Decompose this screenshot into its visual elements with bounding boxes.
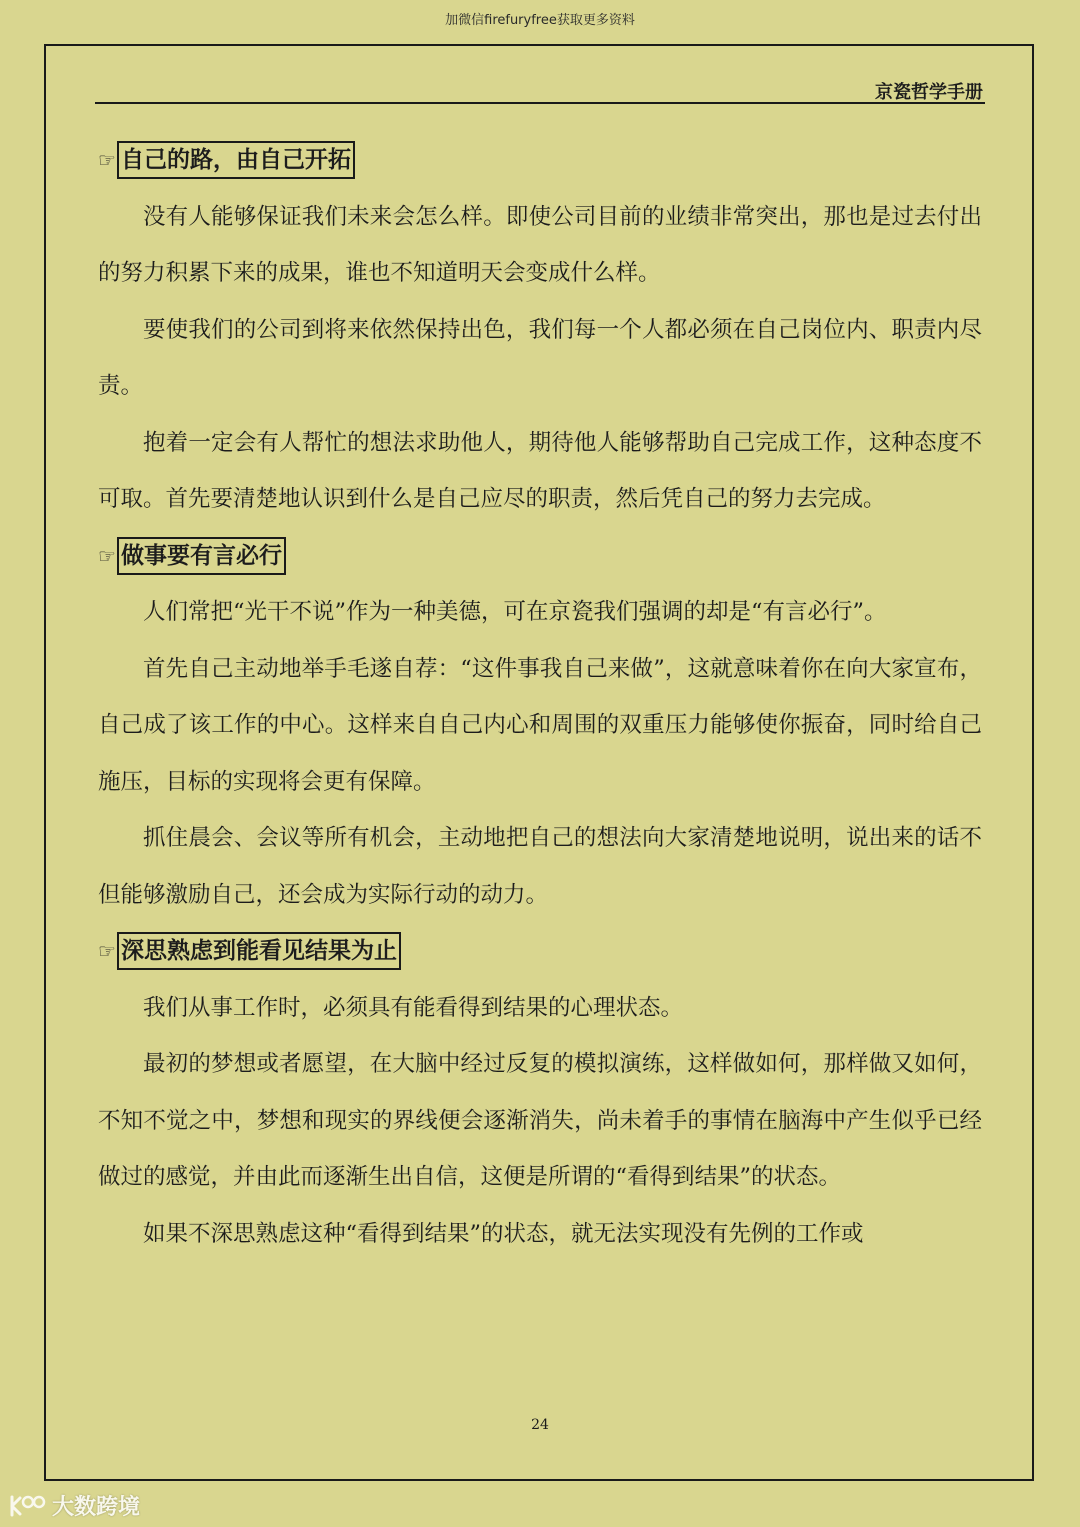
pointing-hand-icon: ☞ — [98, 543, 116, 568]
section-heading — [98, 923, 982, 980]
paragraph: 如果不深思熟虑这种“看得到结果”的状态，就无法实现没有先例的工作或 — [143, 1220, 864, 1247]
section-heading — [98, 132, 982, 189]
pointing-hand-icon: ☞ — [98, 939, 116, 964]
watermark — [8, 1490, 140, 1521]
section-heading — [98, 528, 982, 585]
running-header — [95, 78, 985, 104]
header-title: 京瓷哲学手册 — [875, 82, 983, 103]
pointing-hand-icon: ☞ — [98, 148, 116, 173]
page-number: 24 — [531, 1417, 549, 1433]
paragraph: 首先自己主动地举手毛遂自荐：“这件事我自己来做”，这就意味着你在向大家宣布，自己成了该工作的中心。这样来自自己内心和周围的双重压力能够使你振奋，同时给自己施压，目标的实现将会更有保障。 — [98, 655, 982, 795]
paragraph: 我们从事工作时，必须具有能看得到结果的心理状态。 — [143, 994, 684, 1021]
top-note: 加微信firefuryfree获取更多资料 — [445, 13, 635, 28]
paragraph: 抱着一定会有人帮忙的想法求助他人，期待他人能够帮助自己完成工作，这种态度不可取。首先要清楚地认识到什么是自己应尽的职责，然后凭自己的努力去完成。 — [98, 429, 982, 512]
document-body — [98, 132, 982, 1262]
paragraph: 要使我们的公司到将来依然保持出色，我们每一个人都必须在自己岗位内、职责内尽责。 — [98, 316, 982, 399]
paragraph: 人们常把“光干不说”作为一种美德，可在京瓷我们强调的却是“有言必行”。 — [143, 599, 887, 625]
section-title: 自己的路，由自己开拓 — [117, 141, 355, 179]
paragraph: 最初的梦想或者愿望，在大脑中经过反复的模拟演练，这样做如何，那样做又如何，不知不觉之中，梦想和现实的界线便会逐渐消失，尚未着手的事情在脑海中产生似乎已经做过的感觉，并由此而逐渐生出自信，这便是所谓的“看得到结果”的状态。 — [98, 1051, 982, 1190]
paragraph: 抓住晨会、会议等所有机会，主动地把自己的想法向大家清楚地说明，说出来的话不但能够激励自己，还会成为实际行动的动力。 — [98, 825, 982, 908]
paragraph: 没有人能够保证我们未来会怎么样。即使公司目前的业绩非常突出，那也是过去付出的努力积累下来的成果，谁也不知道明天会变成什么样。 — [98, 203, 982, 286]
section-title: 深思熟虑到能看见结果为止 — [117, 932, 401, 970]
logo-icon — [8, 1493, 48, 1519]
section-title: 做事要有言必行 — [117, 537, 286, 575]
watermark-text: 大数跨境 — [52, 1495, 141, 1520]
